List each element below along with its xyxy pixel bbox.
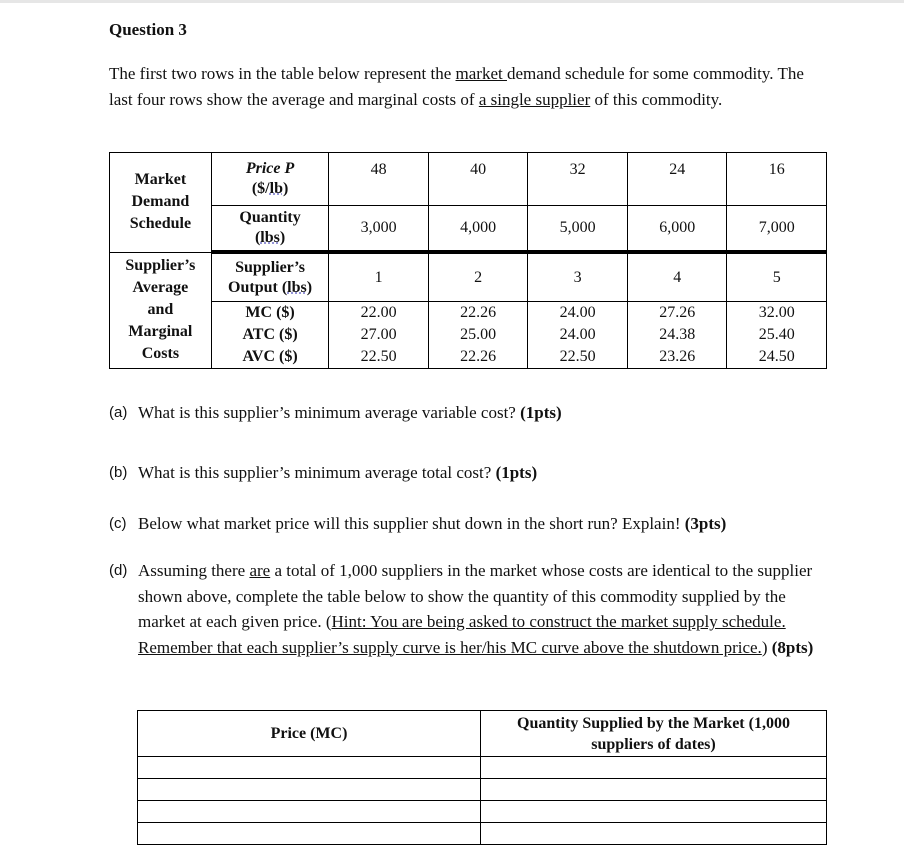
supply-table-header xyxy=(138,711,827,757)
group-costs-line-1: Supplier’s xyxy=(125,257,196,275)
quantity-cell: 7,000 xyxy=(727,206,827,253)
question-title: Question 3 xyxy=(109,20,187,39)
intro-paragraph xyxy=(109,61,829,112)
price-label: Price P xyxy=(245,160,295,177)
quantity-input-cell[interactable] xyxy=(481,779,827,801)
avc-cell: 22.26 xyxy=(428,346,528,369)
group-costs-line-5: Costs xyxy=(141,345,180,363)
mc-cell: 32.00 xyxy=(727,302,827,325)
quantity-input-cell[interactable] xyxy=(481,801,827,823)
group-supplier-costs xyxy=(110,252,212,369)
quantity-label-cell xyxy=(211,206,329,253)
part-d-marker: (d) xyxy=(109,562,128,579)
part-d-hint: Hint: You are being asked to construct the market supply schedule. Remember that each supplier’s supply curve is her/his MC curve above the shutdown price. xyxy=(138,612,786,657)
quantity-cell: 6,000 xyxy=(627,206,727,253)
table-row-avc xyxy=(110,346,827,369)
intro-text-3: of this commodity. xyxy=(590,89,723,109)
intro-underline-market: market xyxy=(455,64,507,83)
price-unit-lb: lb xyxy=(269,180,283,197)
quantity-unit-lbs: lbs xyxy=(260,229,280,246)
intro-underline-single-supplier: a single supplier xyxy=(478,89,591,109)
group-demand-line-2: Demand xyxy=(131,193,190,211)
output-label-lbs: lbs xyxy=(287,278,307,296)
quantity-cell: 4,000 xyxy=(428,206,528,253)
output-label-line-2: Output ( xyxy=(228,278,288,296)
output-cell: 1 xyxy=(329,252,429,302)
part-a-text: What is this supplier’s minimum average variable cost? xyxy=(138,403,521,422)
intro-text-1: The first two rows in the table below represent the xyxy=(109,64,456,83)
quantity-unit-close: ) xyxy=(279,229,286,246)
price-unit-open: ($/ xyxy=(251,180,270,197)
question-part-c xyxy=(109,511,809,537)
intro-text-2: demand schedule for some commodity. The last four rows show the average and marginal costs of xyxy=(109,64,804,109)
header-quantity-line-2: suppliers of dates) xyxy=(591,735,716,753)
group-costs-line-3: and xyxy=(147,301,174,319)
part-d-text-2: a total of 1,000 suppliers in the market whose costs are identical to the supplier shown above, complete the table below to show the quantity of this commodity supplied by the market at each given price. ( xyxy=(138,561,813,631)
atc-cell: 24.00 xyxy=(528,324,628,346)
avc-cell: 24.50 xyxy=(727,346,827,369)
quantity-input-cell[interactable] xyxy=(481,757,827,779)
table-row xyxy=(138,757,827,779)
table-row-quantity xyxy=(110,206,827,253)
avc-cell: 22.50 xyxy=(329,346,429,369)
part-c-text: Below what market price will this supplier shut down in the short run? Explain! xyxy=(138,514,685,533)
top-divider xyxy=(0,0,904,3)
atc-cell: 25.40 xyxy=(727,324,827,346)
group-demand-line-3: Schedule xyxy=(129,215,192,233)
price-cell: 40 xyxy=(428,153,528,206)
table-row-price xyxy=(110,153,827,206)
table-row xyxy=(138,823,827,845)
quantity-cell: 5,000 xyxy=(528,206,628,253)
mc-label: MC ($) xyxy=(211,302,329,325)
output-cell: 3 xyxy=(528,252,628,302)
part-c-points: (3pts) xyxy=(684,514,727,533)
price-input-cell[interactable] xyxy=(138,779,481,801)
table-row xyxy=(138,801,827,823)
part-b-text: What is this supplier’s minimum average total cost? xyxy=(138,463,496,482)
part-d-text-1: Assuming there xyxy=(138,561,250,580)
header-quantity-line-1: Quantity Supplied by the Market (1,000 xyxy=(517,714,790,732)
cost-demand-table xyxy=(109,152,827,369)
quantity-input-cell[interactable] xyxy=(481,823,827,845)
price-cell: 48 xyxy=(329,153,429,206)
atc-label: ATC ($) xyxy=(211,324,329,346)
avc-cell: 22.50 xyxy=(528,346,628,369)
question-part-a xyxy=(109,400,809,426)
group-costs-line-4: Marginal xyxy=(128,323,193,341)
part-d-text-3: ) xyxy=(761,637,772,657)
group-costs-line-2: Average xyxy=(132,279,189,297)
price-label-cell xyxy=(211,153,329,206)
output-label-cell xyxy=(211,252,329,302)
market-supply-table xyxy=(137,710,827,845)
group-demand-line-1: Market xyxy=(134,171,187,189)
question-part-d xyxy=(109,558,829,660)
quantity-label: Quantity xyxy=(239,209,301,226)
price-cell: 16 xyxy=(727,153,827,206)
quantity-cell: 3,000 xyxy=(329,206,429,253)
avc-label: AVC ($) xyxy=(211,346,329,369)
part-b-points: (1pts) xyxy=(495,463,538,482)
atc-cell: 25.00 xyxy=(428,324,528,346)
quantity-unit-open: ( xyxy=(254,229,261,246)
part-c-marker: (c) xyxy=(109,515,127,532)
group-market-demand-schedule xyxy=(110,153,212,253)
part-d-points: (8pts) xyxy=(771,637,814,657)
price-input-cell[interactable] xyxy=(138,757,481,779)
part-a-points: (1pts) xyxy=(520,403,562,422)
table-row-atc xyxy=(110,324,827,346)
price-unit-close: ) xyxy=(282,180,289,197)
price-input-cell[interactable] xyxy=(138,823,481,845)
mc-cell: 27.26 xyxy=(627,302,727,325)
part-b-marker: (b) xyxy=(109,464,128,481)
table-row-output xyxy=(110,252,827,302)
mc-cell: 24.00 xyxy=(528,302,628,325)
table-row xyxy=(138,779,827,801)
atc-cell: 27.00 xyxy=(329,324,429,346)
mc-cell: 22.26 xyxy=(428,302,528,325)
header-price-mc: Price (MC) xyxy=(138,711,481,757)
question-part-b xyxy=(109,460,809,486)
output-label-line-1: Supplier’s xyxy=(235,258,306,276)
table-row-mc xyxy=(110,302,827,325)
header-quantity-supplied xyxy=(481,711,827,757)
output-cell: 5 xyxy=(727,252,827,302)
output-cell: 2 xyxy=(428,252,528,302)
price-input-cell[interactable] xyxy=(138,801,481,823)
atc-cell: 24.38 xyxy=(627,324,727,346)
output-cell: 4 xyxy=(627,252,727,302)
avc-cell: 23.26 xyxy=(627,346,727,369)
price-cell: 32 xyxy=(528,153,628,206)
mc-cell: 22.00 xyxy=(329,302,429,325)
part-d-underline-are: are xyxy=(249,561,271,580)
part-a-marker: (a) xyxy=(109,404,128,421)
output-label-close: ) xyxy=(306,278,313,296)
price-cell: 24 xyxy=(627,153,727,206)
